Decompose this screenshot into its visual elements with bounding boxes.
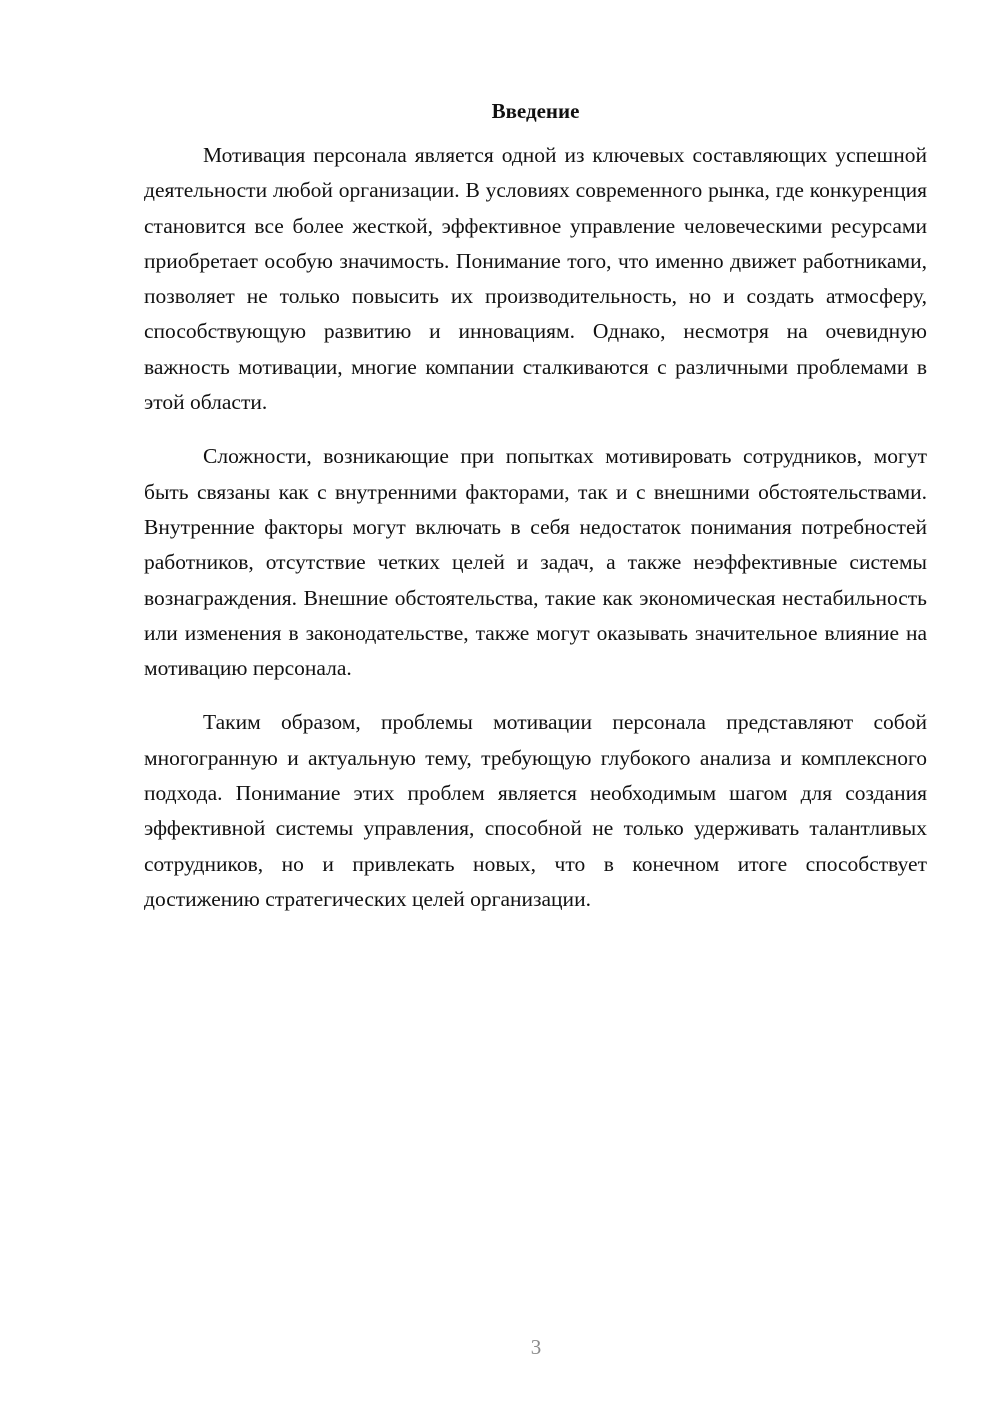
paragraph-1: Мотивация персонала является одной из ключевых составляющих успешной деятельности любой организации. В условиях современного рынка, где конкуренция становится все более жесткой, эффективное управление человеческими ресурсами приобретает особую значимость. Понимание того, что именно движет работниками, позволяет не только повысить их производительность, но и создать атмосферу, способствующую развитию и инновациям. Однако, несмотря на очевидную важность мотивации, многие компании сталкиваются с различными проблемами в этой области. xyxy=(144,143,927,415)
page-number: 3 xyxy=(530,1335,542,1359)
section-heading: Введение xyxy=(491,99,580,123)
page-content xyxy=(144,98,927,936)
paragraph-3: Таким образом, проблемы мотивации персонала представляют собой многогранную и актуальную тему, требующую глубокого анализа и комплексного подхода. Понимание этих проблем является необходимым шагом для создания эффективной системы управления, способной не только удерживать талантливых сотрудников, но и привлекать новых, что в конечном итоге способствует достижению стратегических целей организации. xyxy=(144,710,927,911)
paragraph-2: Сложности, возникающие при попытках мотивировать сотрудников, могут быть связаны как с внутренними факторами, так и с внешними обстоятельствами. Внутренние факторы могут включать в себя недостаток понимания потребностей работников, отсутствие четких целей и задач, а также неэффективные системы вознаграждения. Внешние обстоятельства, такие как экономическая нестабильность или изменения в законодательстве, также могут оказывать значительное влияние на мотивацию персонала. xyxy=(144,444,927,681)
